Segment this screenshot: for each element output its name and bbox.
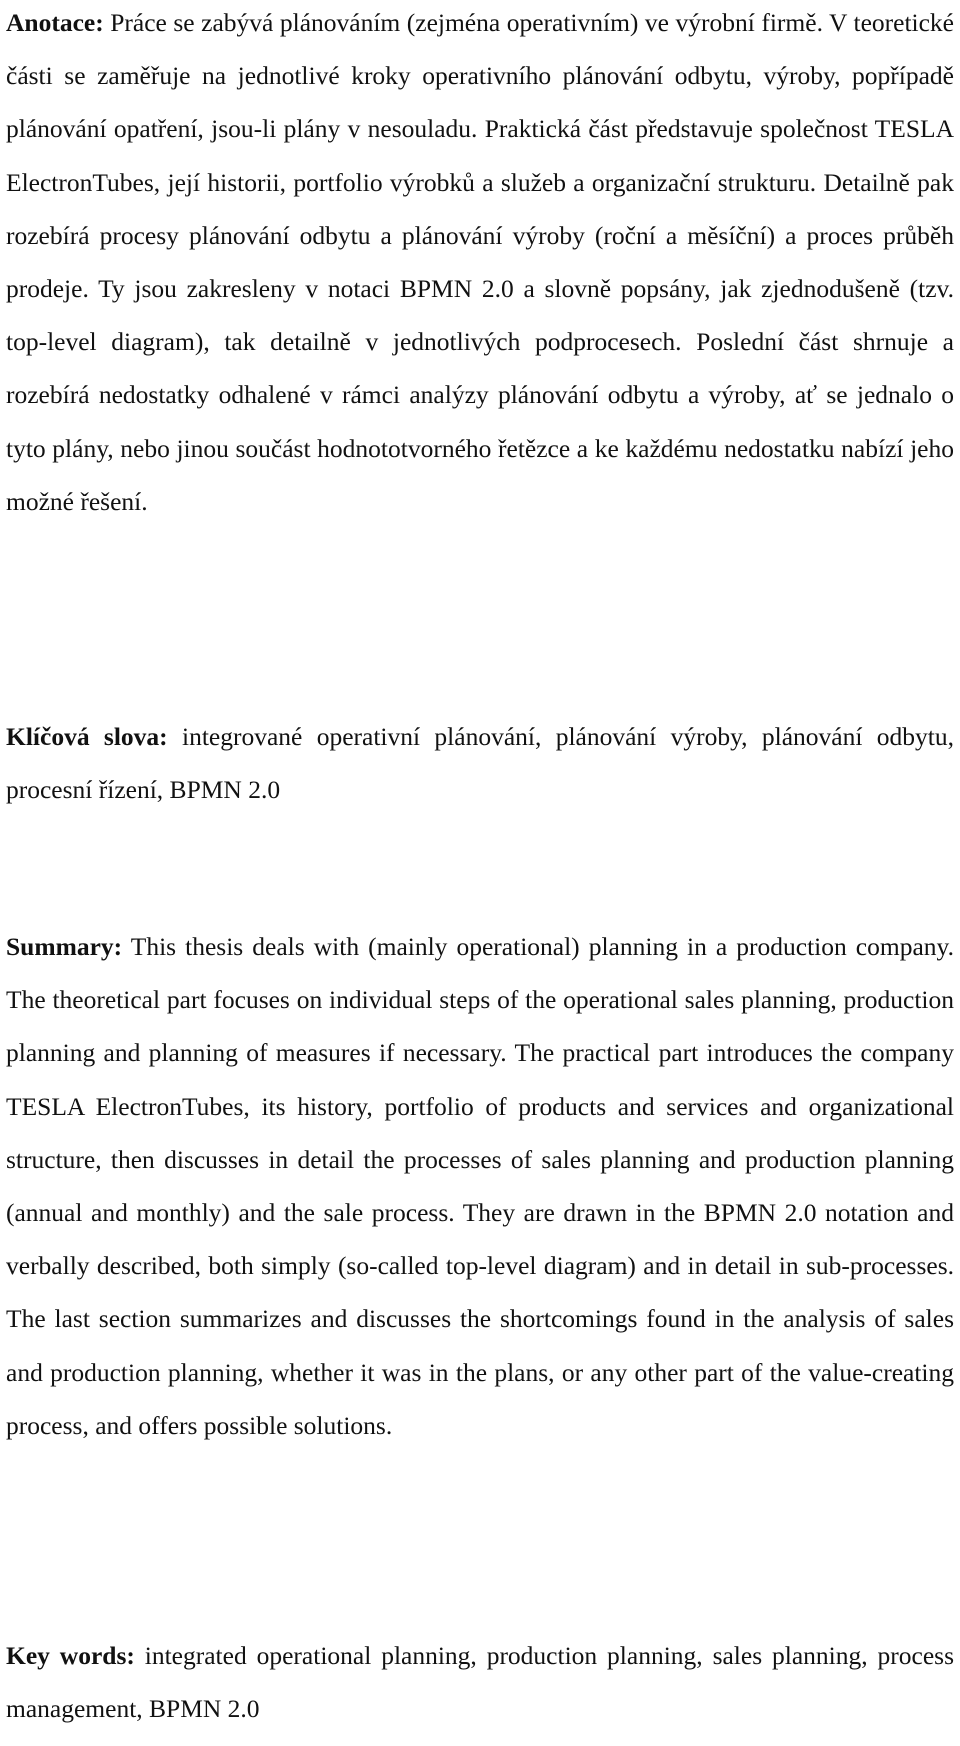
abstract-czech (6, 0, 954, 528)
keywords-czech-label: Klíčová slova: (6, 722, 168, 751)
keywords-english (6, 1629, 954, 1735)
keywords-czech (6, 710, 954, 816)
abstract-english-text: This thesis deals with (mainly operational) planning in a production company. The theoretical part focuses on individual steps of the operational sales planning, production planning and planning of measures if necessary. The practical part introduces the company TESLA ElectronTubes, its history, portfolio of products and services and organizational structure, then discusses in detail the processes of sales planning and production planning (annual and monthly) and the sale process. They are drawn in the BPMN 2.0 notation and verbally described, both simply (so-called top-level diagram) and in detail in sub-processes. The last section summarizes and discusses the shortcomings found in the analysis of sales and production planning, whether it was in the plans, or any other part of the value-creating process, and offers possible solutions. (6, 932, 954, 1440)
abstract-czech-text: Práce se zabývá plánováním (zejména operativním) ve výrobní firmě. V teoretické části se zaměřuje na jednotlivé kroky operativního plánování odbytu, výroby, popřípadě plánování opatření, jsou-li plány v nesouladu. Praktická část představuje společnost TESLA ElectronTubes, její historii, portfolio výrobků a služeb a organizační strukturu. Detailně pak rozebírá procesy plánování odbytu a plánování výroby (roční a měsíční) a proces průběh prodeje. Ty jsou zakresleny v notaci BPMN 2.0 a slovně popsány, jak zjednodušeně (tzv. top-level diagram), tak detailně v jednotlivých podprocesech. Poslední část shrnuje a rozebírá nedostatky odhalené v rámci analýzy plánování odbytu a výroby, ať se jednalo o tyto plány, nebo jinou součást hodnototvorného řetězce a ke každému nedostatku nabízí jeho možné řešení. (6, 8, 954, 516)
keywords-english-label: Key words: (6, 1641, 135, 1670)
keywords-english-text: integrated operational planning, production planning, sales planning, process management, BPMN 2.0 (6, 1641, 954, 1724)
abstract-english (6, 920, 954, 1452)
abstract-czech-label: Anotace: (6, 8, 104, 37)
abstract-english-label: Summary: (6, 932, 123, 961)
keywords-czech-text: integrované operativní plánování, plánování výroby, plánování odbytu, procesní řízení, BPMN 2.0 (6, 722, 954, 805)
